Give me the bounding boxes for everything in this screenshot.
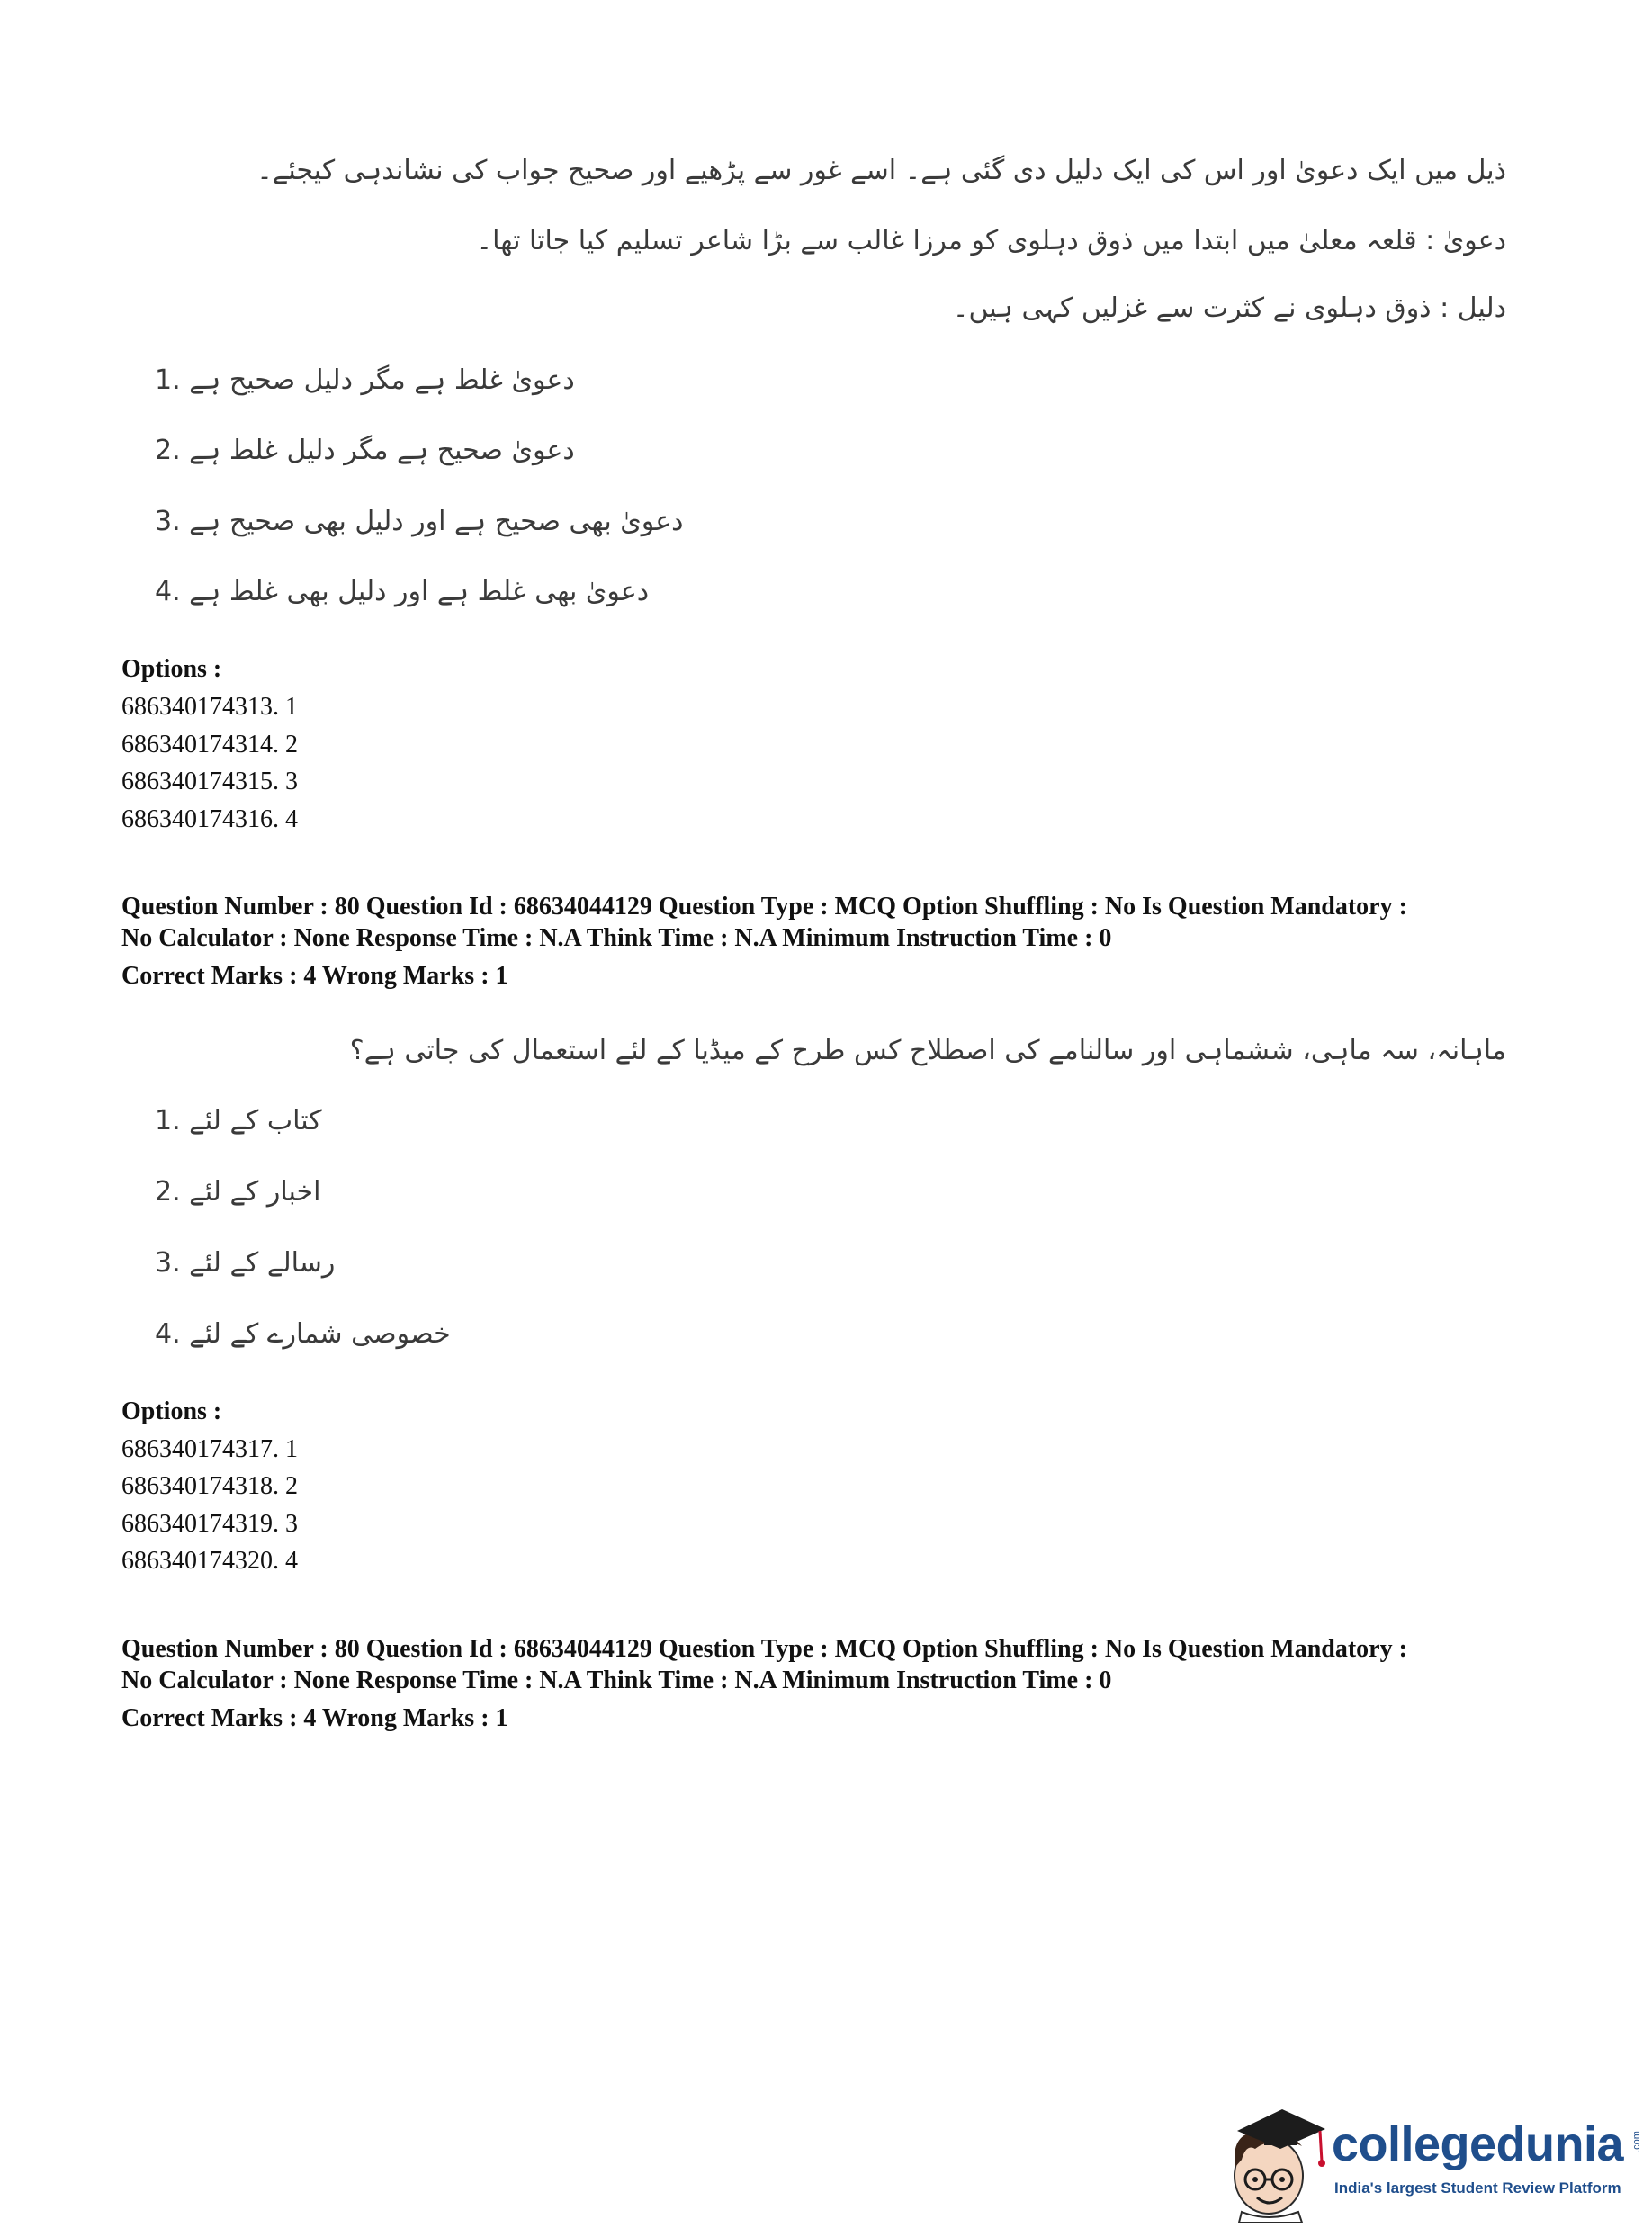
marks-line: Correct Marks : 4 Wrong Marks : 1: [121, 1704, 508, 1732]
choice-number: 4.: [155, 1318, 181, 1350]
question-instruction: ذیل میں ایک دعویٰ اور اس کی ایک دلیل دی گئی ہے۔ اسے غور سے پڑھیے اور صحیح جواب کی نشاندہی کیجئے۔: [256, 155, 1506, 186]
choice-number: 2.: [155, 435, 181, 466]
option-id-4: 686340174320. 4: [121, 1547, 298, 1575]
choice-3: [155, 1247, 335, 1279]
student-mascot-icon: [1219, 2097, 1327, 2223]
meta-line-2: No Calculator : None Response Time : N.A Think Time : N.A Minimum Instruction Time : 0: [121, 924, 1112, 952]
meta-line-1: Question Number : 80 Question Id : 68634044129 Question Type : MCQ Option Shuffling : No Is Question Mandatory :: [121, 1635, 1407, 1663]
logo-suffix: .com: [1630, 2131, 1642, 2152]
choice-4: [155, 576, 649, 607]
option-id-4: 686340174316. 4: [121, 805, 298, 833]
choice-number: 3.: [155, 1247, 181, 1279]
choice-text: دعویٰ صحیح ہے مگر دلیل غلط ہے: [189, 435, 575, 466]
meta-line-2: No Calculator : None Response Time : N.A Think Time : N.A Minimum Instruction Time : 0: [121, 1667, 1112, 1694]
option-id-2: 686340174314. 2: [121, 731, 298, 759]
option-id-2: 686340174318. 2: [121, 1472, 298, 1500]
marks-line: Correct Marks : 4 Wrong Marks : 1: [121, 962, 508, 990]
choice-number: 2.: [155, 1176, 181, 1208]
option-id-3: 686340174319. 3: [121, 1510, 298, 1538]
choice-text: اخبار کے لئے: [189, 1176, 321, 1208]
choice-2: [155, 435, 575, 466]
choice-1: [155, 1105, 322, 1136]
question-claim: دعویٰ : قلعہ معلیٰ میں ابتدا میں ذوق دہلوی کو مرزا غالب سے بڑا شاعر تسلیم کیا جاتا تھا۔: [476, 225, 1506, 256]
choice-text: دعویٰ غلط ہے مگر دلیل صحیح ہے: [189, 364, 575, 396]
choice-2: [155, 1176, 320, 1208]
option-id-1: 686340174317. 1: [121, 1435, 298, 1463]
option-id-1: 686340174313. 1: [121, 693, 298, 721]
collegedunia-logo[interactable]: [1219, 2097, 1642, 2223]
choice-text: دعویٰ بھی صحیح ہے اور دلیل بھی صحیح ہے: [189, 506, 684, 537]
question-text: ماہانہ، سہ ماہی، ششماہی اور سالنامے کی اصطلاح کس طرح کے میڈیا کے لئے استعمال کی جاتی ہے؟: [349, 1035, 1506, 1066]
choice-4: [155, 1318, 451, 1350]
choice-number: 1.: [155, 1105, 181, 1136]
choice-number: 3.: [155, 506, 181, 537]
question-meta: [121, 1633, 1543, 1734]
options-label: Options :: [121, 1397, 222, 1425]
choice-text: دعویٰ بھی غلط ہے اور دلیل بھی غلط ہے: [189, 576, 650, 607]
choice-number: 1.: [155, 364, 181, 396]
question-reason: دلیل : ذوق دہلوی نے کثرت سے غزلیں کہی ہیں۔: [952, 292, 1506, 324]
question-meta: [121, 891, 1543, 992]
choice-3: [155, 506, 683, 537]
choice-number: 4.: [155, 576, 181, 607]
logo-wordmark: collegedunia: [1332, 2117, 1624, 2171]
options-label: Options :: [121, 655, 222, 683]
option-id-3: 686340174315. 3: [121, 768, 298, 795]
choice-text: رسالے کے لئے: [189, 1247, 336, 1279]
meta-line-1: Question Number : 80 Question Id : 68634044129 Question Type : MCQ Option Shuffling : No Is Question Mandatory :: [121, 893, 1407, 921]
choice-text: خصوصی شمارے کے لئے: [189, 1318, 451, 1350]
choice-1: [155, 364, 575, 396]
choice-text: کتاب کے لئے: [189, 1105, 322, 1136]
logo-tagline: India's largest Student Review Platform: [1334, 2179, 1621, 2197]
